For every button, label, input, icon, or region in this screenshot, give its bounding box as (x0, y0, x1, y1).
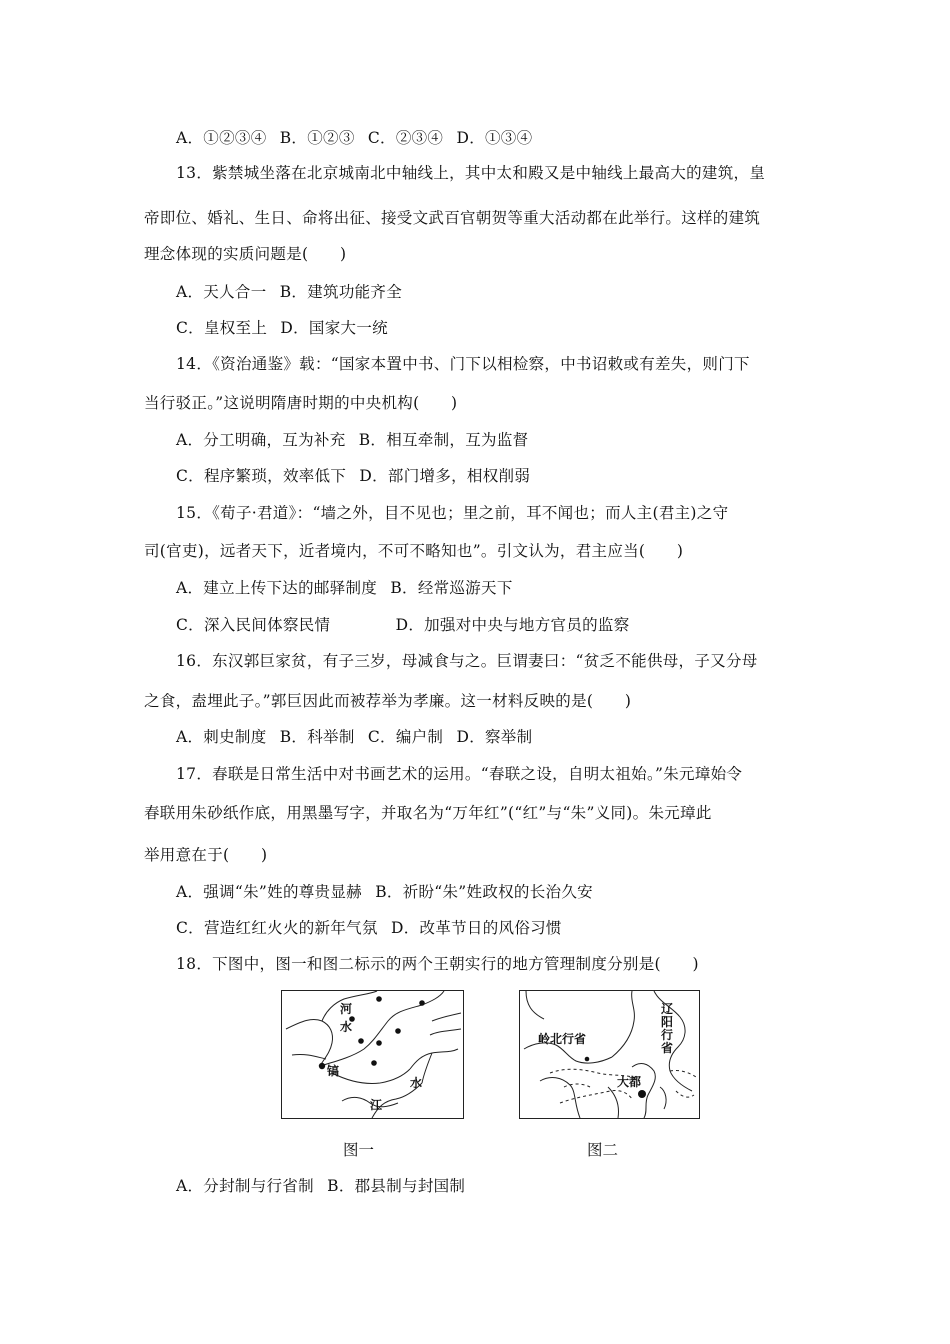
q13-option-d: D．国家大一统 (280, 319, 388, 337)
q14-stem-line2: 当行驳正。”这说明隋唐时期的中央机构( ) (144, 394, 458, 412)
q14-option-b: B．相互牵制，互为监督 (358, 431, 529, 449)
q13-option-c: C．皇权至上 (176, 319, 268, 337)
q14-stem-line1: 14．《资治通鉴》载：“国家本置中书、门下以相检察，中书诏敕或有差失，则门下 (176, 355, 750, 373)
q14-option-c: C．程序繁琐，效率低下 (176, 467, 347, 485)
q17-stem-line3: 举用意在于( ) (144, 846, 268, 864)
q16-stem-line1: 16．东汉郭巨家贫，有子三岁，母减食与之。巨谓妻曰：“贫乏不能供母，子又分母 (176, 652, 758, 670)
map-1-label-shui: 水 (340, 1020, 353, 1034)
map-2-label-liaoyang: 辽阳行省 (661, 1002, 674, 1055)
q15-option-d: D．加强对中央与地方官员的监察 (395, 616, 630, 634)
q18-option-b: B．郡县制与封国制 (327, 1177, 466, 1195)
q17-options-row1 (176, 882, 593, 902)
q14-option-a: A．分工明确，互为补充 (176, 431, 346, 449)
q13-option-b: B．建筑功能齐全 (279, 283, 403, 301)
q16-option-c: C．编户制 (367, 728, 444, 746)
q17-option-b: B．祈盼“朱”姓政权的长治久安 (375, 883, 593, 901)
q13-options-row1 (176, 282, 402, 302)
q12-option-d: D．①③④ (456, 129, 533, 147)
q15-stem-line1: 15．《荀子·君道》：“墙之外，目不见也；里之前，耳不闻也；而人主(君主)之守 (176, 504, 729, 522)
map-1-label-he: 河 (340, 1002, 353, 1016)
q13-stem-line1: 13．紫禁城坐落在北京城南北中轴线上，其中太和殿又是中轴线上最高大的建筑，皇 (176, 164, 766, 182)
map-figure-1 (281, 990, 464, 1119)
q15-options-row1 (176, 578, 513, 598)
map-1-label-shui2: 水 (410, 1076, 423, 1090)
q17-stem-line2: 春联用朱砂纸作底，用黑墨写字，并取名为“万年红”(“红”与“朱”义同)。朱元璋此 (144, 804, 712, 822)
q12-options (176, 128, 532, 148)
q16-options (176, 727, 532, 747)
q14-option-d: D．部门增多，相权削弱 (359, 467, 531, 485)
q15-option-c: C．深入民间体察民情 (176, 616, 331, 634)
q18-option-a: A．分封制与行省制 (176, 1177, 314, 1195)
q13-stem-line2: 帝即位、婚礼、生日、命将出征、接受文武百官朝贺等重大活动都在此举行。这样的建筑 (144, 209, 761, 227)
q17-options-row2 (176, 918, 562, 938)
q18-options (176, 1176, 465, 1196)
q16-option-d: D．察举制 (456, 728, 533, 746)
map-1-label-hao: 镐 (327, 1064, 340, 1078)
map-2-caption: 图二 (587, 1141, 619, 1159)
map-1-caption: 图一 (343, 1141, 375, 1159)
q15-option-b: B．经常巡游天下 (390, 579, 513, 597)
q16-option-a: A．刺史制度 (176, 728, 267, 746)
q12-option-a: A．①②③④ (176, 129, 267, 147)
q16-stem-line2: 之食，盍埋此子。”郭巨因此而被荐举为孝廉。这一材料反映的是( ) (144, 692, 632, 710)
q14-options-row1 (176, 430, 528, 450)
q16-option-b: B．科举制 (279, 728, 355, 746)
q12-option-b: B．①②③ (279, 129, 355, 147)
q13-stem-line3: 理念体现的实质问题是( ) (144, 245, 347, 263)
q13-options-row2 (176, 318, 388, 338)
map-1-label-jiang: 江 (370, 1098, 383, 1112)
q18-stem: 18．下图中，图一和图二标示的两个王朝实行的地方管理制度分别是( ) (176, 955, 699, 973)
q12-option-c: C．②③④ (367, 129, 444, 147)
q15-options-row2 (176, 615, 630, 635)
map-2-label-lingbei: 岭北行省 (538, 1032, 587, 1046)
q17-option-c: C．营造红红火火的新年气氛 (176, 919, 378, 937)
q15-option-a: A．建立上传下达的邮驿制度 (176, 579, 378, 597)
q17-stem-line1: 17．春联是日常生活中对书画艺术的运用。“春联之设，自明太祖始。”朱元璋始令 (176, 765, 743, 783)
q17-option-d: D．改革节日的风俗习惯 (391, 919, 562, 937)
q17-option-a: A．强调“朱”姓的尊贵显赫 (176, 883, 362, 901)
map-figure-2 (519, 990, 700, 1119)
map-2-label-dadu: 大都 (617, 1075, 642, 1089)
q13-option-a: A．天人合一 (176, 283, 267, 301)
q15-stem-line2: 司(官吏)，远者天下，近者境内，不可不略知也”。引文认为，君主应当( ) (144, 542, 684, 560)
q14-options-row2 (176, 466, 530, 486)
